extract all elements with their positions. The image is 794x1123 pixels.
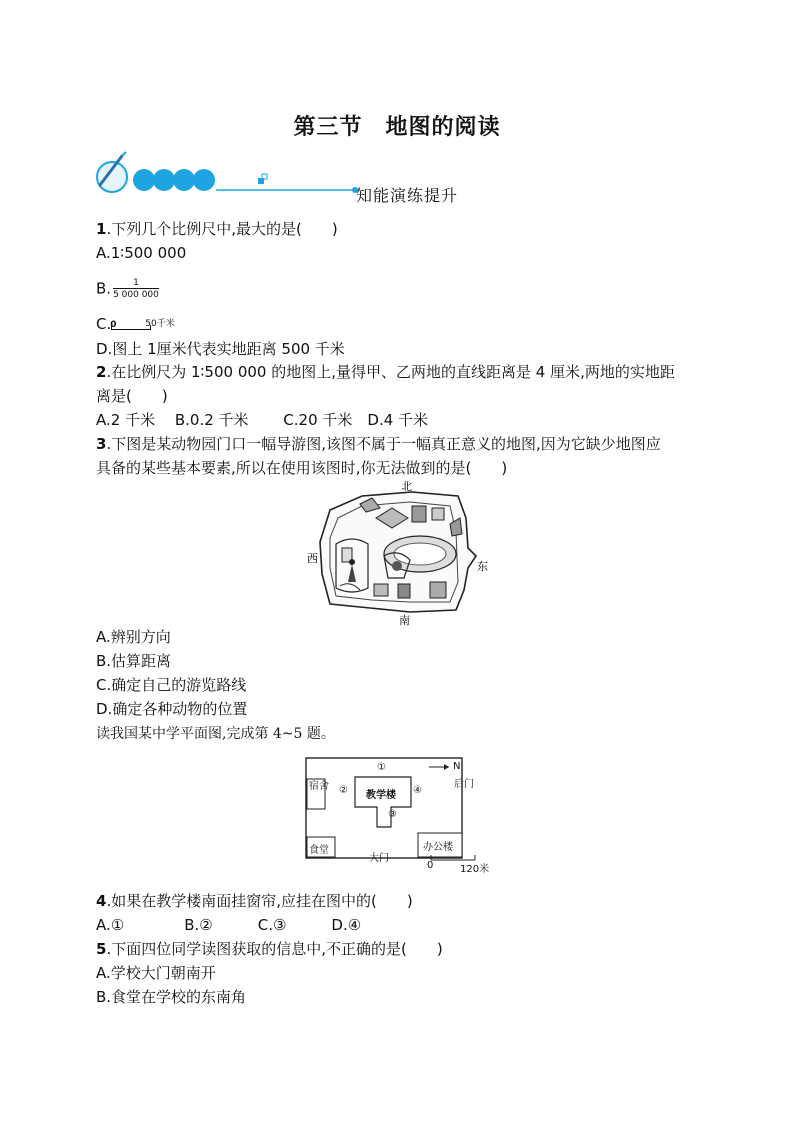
school-plan-map [305,757,490,875]
q2-stem-1: 2.在比例尺为 1∶500 000 的地图上,量得甲、乙两地的直线距离是 4 厘米,两地的实地距 [96,363,675,381]
q3-option-d: D.确定各种动物的位置 [96,700,248,718]
q3-option-b: B.估算距离 [96,652,172,670]
map-east-label: 东 [477,560,488,573]
map-west-label: 西 [307,552,318,565]
q45-intro: 读我国某中学平面图,完成第 4~5 题。 [96,726,335,742]
banner-dot-3 [173,169,195,191]
q3-stem-2: 具备的某些基本要素,所以在使用该图时,你无法做到的是( ) [96,459,508,477]
scale-length-label: 120米 [460,864,490,875]
banner-label: 知能演练提升 [356,186,459,205]
q2-options: A.2 千米 B.0.2 千米 C.20 千米 D.4 千米 [96,411,429,429]
position-1-label: ① [377,762,386,773]
position-2-label: ② [339,785,348,796]
teaching-building [355,777,411,827]
dorm-label: 宿舍 [309,781,329,792]
q1-option-a: A.1∶500 000 [96,244,187,262]
office-label: 办公楼 [423,842,453,853]
line-scale-bar: 0 50千米 [110,318,175,330]
q1-option-d: D.图上 1厘米代表实地距离 500 千米 [96,340,345,358]
animal-house-icon [398,584,410,598]
animal-house-icon [412,506,426,522]
q2-stem-2: 离是( ) [96,387,168,405]
brush-emblem-icon [97,152,127,192]
zoo-guide-map [300,478,500,628]
position-4-label: ④ [413,785,422,796]
fraction: $\frac{1}{5 000 000}$ [113,278,159,300]
q3-option-c: C.确定自己的游览路线 [96,676,247,694]
map-north-label: 北 [401,480,412,493]
north-label: N [453,761,461,772]
animal-house-icon [432,508,444,520]
q3-stem-1: 3.下图是某动物园门口一幅导游图,该图不属于一幅真正意义的地图,因为它缺少地图应 [96,435,661,453]
back-gate-label: 后门 [454,779,474,790]
q4-options: A.① B.② C.③ D.④ [96,916,362,934]
banner-dot-4 [193,169,215,191]
q1-stem: 1.下列几个比例尺中,最大的是( ) [96,220,338,238]
q3-option-a: A.辨别方向 [96,628,171,646]
q1-option-b: B. $\frac{1}{5 000 000}$ [96,278,159,300]
scale-zero-label: 0 [427,860,434,871]
q4-stem: 4.如果在教学楼南面挂窗帘,应挂在图中的( ) [96,892,413,910]
map-south-label: 南 [399,614,410,627]
canteen-label: 食堂 [309,845,329,856]
banner-dot-2 [153,169,175,191]
animal-icon [392,561,402,571]
q5-stem: 5.下面四位同学读图获取的信息中,不正确的是( ) [96,940,443,958]
gate-label: 大门 [369,853,389,864]
position-3-label: ③ [388,809,397,820]
q5-option-a: A.学校大门朝南开 [96,964,216,982]
q5-option-b: B.食堂在学校的东南角 [96,988,247,1006]
section-banner [92,150,362,205]
banner-dot-1 [133,169,155,191]
page-title: 第三节 地图的阅读 [293,115,501,140]
teaching-building-label: 教学楼 [366,790,396,801]
animal-house-icon [374,584,388,596]
q1-option-c: C. 0 50千米 [96,315,175,333]
animal-house-icon [430,582,446,598]
